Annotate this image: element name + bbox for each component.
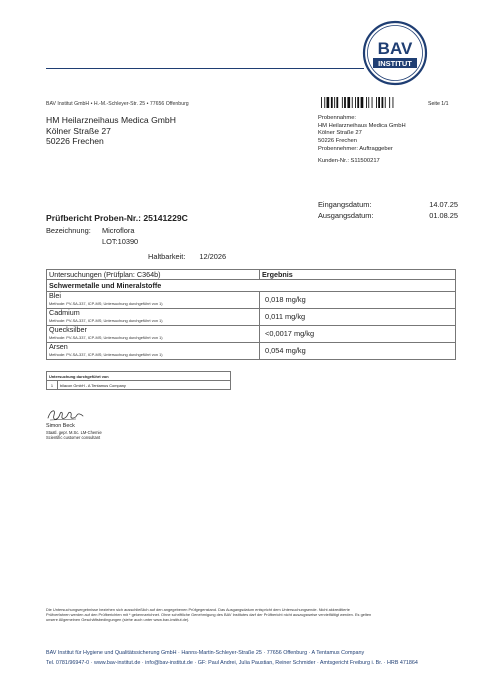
page-footer (46, 649, 458, 668)
analyte-method: Methode: PV-SA-337, ICP-MS; Untersuchung durchgeführt von 1) (49, 351, 163, 357)
analyte-method: Methode: PV-SA-337, ICP-MS; Untersuchung durchgeführt von 1) (49, 334, 163, 340)
issued-label: Ausgangsdatum: (318, 210, 374, 220)
analyte-result: 0,011 mg/kg (260, 309, 456, 326)
analyte-result: <0,0017 mg/kg (260, 326, 456, 343)
page-number: Seite 1/1 (428, 101, 449, 107)
shelf-life (148, 252, 226, 261)
sample-line: Probennehmer: Auftraggeber (318, 145, 393, 152)
report-title: Prüfbericht Proben-Nr.: 25141229C (46, 213, 188, 223)
analyte-name: Blei (49, 291, 61, 300)
header-rule (46, 68, 364, 69)
footnote-line: unsere Allgemeinen Geschäftsbedingungen (siehe auch unter www.bav-institut.de). (46, 617, 190, 623)
table-row (47, 292, 456, 309)
analyte-result: 0,054 mg/kg (260, 343, 456, 360)
signer-block (46, 424, 102, 440)
analyte-name: Cadmium (49, 308, 80, 317)
column-header-tests: Untersuchungen (Prüfplan: C364b) (47, 270, 260, 280)
footer-line-company: BAV Institut für Hygiene und Qualitätssicherung GmbH · Hanns-Martin-Schleyer-Straße 25 · 77656 Offenburg · A Tentamus Company (46, 650, 365, 656)
shelf-value: 12/2026 (199, 252, 227, 261)
barcode (321, 97, 419, 108)
table-row (47, 326, 456, 343)
sample-line: 50226 Frechen (318, 138, 357, 145)
footnote-line: Die Untersuchungsergebnisse beziehen sich ausschließlich auf den angegebenen Prüfgegenstand. Das Ausgangsdatum entspricht dem Untersuchungsende. Nicht akkreditierte (46, 607, 350, 612)
sender-line: BAV Institut GmbH • H.-M.-Schleyer-Str. 25 • 77656 Offenburg (46, 101, 189, 107)
customer-number: Kunden-Nr.: S11500217 (318, 158, 380, 164)
bav-institut-logo (362, 20, 428, 86)
labs-header: Untersuchung durchgeführt von (47, 372, 231, 381)
sample-info (318, 115, 406, 154)
analyte-result: 0,018 mg/kg (260, 292, 456, 309)
handwritten-signature (46, 406, 88, 424)
labs-table (46, 371, 231, 390)
sample-line: Kölner Straße 27 (318, 130, 362, 137)
footer-line-contact: Tel. 0781/96947-0 · www.bav-institut.de · info@bav-institut.de · GF: Paul Andrei, Julia Paustian, Reiner Schmider · Amtsgericht Freiburg i. Br. · HRB 471864 (46, 659, 418, 666)
sample-line: HM Heilarzneihaus Medica GmbH (318, 122, 406, 129)
column-header-result: Ergebnis (260, 270, 456, 280)
issued-date: 01.08.25 (429, 210, 458, 220)
dates-block (318, 200, 458, 221)
results-table (46, 269, 456, 360)
recipient-line: Kölner Straße 27 (46, 125, 111, 136)
recipient-line: 50226 Frechen (46, 136, 104, 146)
signer-title: Staatl. gepr. M.Sc. LM-Chemie (46, 429, 102, 435)
footnote-line: Prüfverfahren werden auf den Prüfberichten mit * gekennzeichnet. Ohne schriftliche Genehmigung des BAV Institutes darf der Prüfbericht nicht auszugsweise vervielfältigt werden. Es gelten (46, 612, 372, 618)
signer-role: Scientific customer consultant (46, 434, 101, 440)
received-label: Eingangsdatum: (318, 200, 372, 209)
group-header: Schwermetalle und Mineralstoffe (47, 280, 456, 292)
logo-text-bav: BAV (377, 39, 413, 58)
analyte-name: Arsen (49, 342, 68, 351)
shelf-label: Haltbarkeit: (148, 252, 186, 261)
sample-line: Probennahme: (318, 115, 357, 121)
table-row (47, 309, 456, 326)
signer-name: Simon Beck (46, 423, 75, 429)
received-date: 14.07.25 (429, 200, 458, 209)
analyte-method: Methode: PV-SA-337, ICP-MS; Untersuchung durchgeführt von 1) (49, 317, 163, 323)
lab-name: bilacon GmbH - A Tentamus Company (58, 381, 231, 390)
table-row (47, 343, 456, 360)
table-row (47, 381, 231, 390)
recipient-line: HM Heilarzneihaus Medica GmbH (46, 115, 176, 125)
footnote (46, 607, 458, 622)
logo-text-institut: INSTITUT (378, 59, 412, 68)
lab-number: 1 (47, 381, 58, 390)
designation-value: Microflora (102, 226, 135, 235)
designation-label: Bezeichnung: (46, 226, 91, 235)
recipient-address (46, 115, 176, 147)
analyte-method: Methode: PV-SA-337, ICP-MS; Untersuchung durchgeführt von 1) (49, 300, 163, 306)
analyte-name: Quecksilber (49, 325, 87, 334)
lot-number: LOT:10390 (102, 236, 139, 246)
designation-block (46, 226, 138, 247)
